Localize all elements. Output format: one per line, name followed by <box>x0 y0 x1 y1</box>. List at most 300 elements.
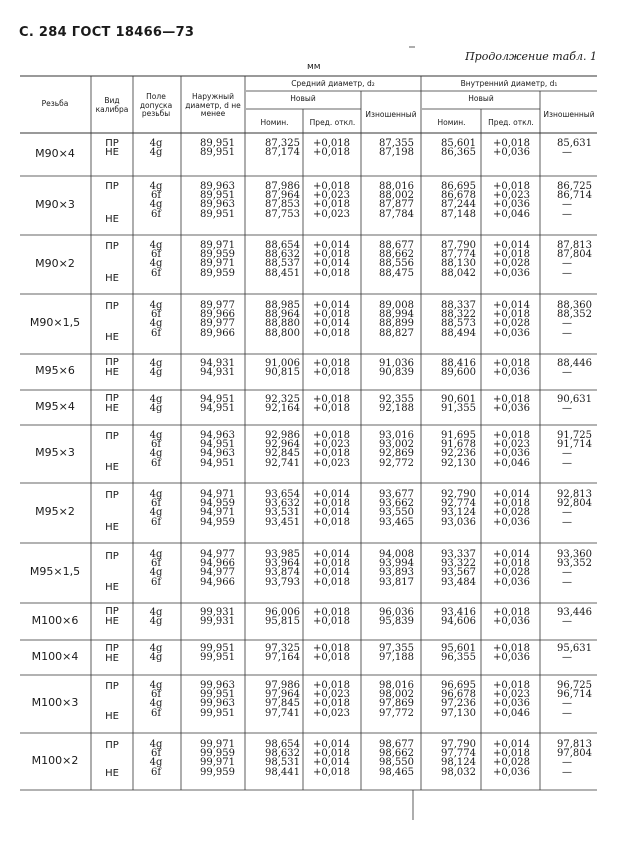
inner-nominal-cell: 91,355 <box>441 403 476 415</box>
inner-nominal-cell: 88,494 <box>441 327 476 339</box>
inner-deviation-cell: +0,018 <box>492 138 530 149</box>
inner-nominal-cell: 88,042 <box>441 267 476 279</box>
mean-worn-cell: 94,008 <box>379 549 414 560</box>
inner-deviation-cell: +0,014 <box>492 549 530 560</box>
mean-nominal-cell: 96,006 <box>265 607 300 618</box>
mean-nominal-cell: 92,741 <box>265 457 300 469</box>
inner-deviation-cell: +0,046 <box>492 707 530 719</box>
outer-diameter-cell: 89,971 <box>200 240 235 251</box>
inner-deviation-cell: +0,046 <box>492 457 530 469</box>
tolerance-cell: 4g <box>149 147 163 159</box>
inner-worn-cell: 97,804 <box>557 748 592 760</box>
gauge-type: ПР <box>105 301 119 312</box>
mean-worn-cell: 97,355 <box>379 643 414 654</box>
tolerance-cell: 6f <box>150 439 162 451</box>
mean-nominal-cell: 92,845 <box>265 448 300 460</box>
inner-deviation-cell: +0,018 <box>492 309 530 321</box>
mean-worn-cell: 88,475 <box>379 267 414 279</box>
inner-nominal-cell: 89,600 <box>441 367 476 379</box>
inner-worn-cell: — <box>562 403 572 415</box>
mean-nominal-cell: 93,874 <box>265 567 300 579</box>
mean-worn-cell: 98,677 <box>379 739 414 750</box>
gauge-type: НЕ <box>105 522 119 533</box>
inner-deviation-cell: +0,018 <box>492 607 530 618</box>
header-outer: Наружный диаметр, d не менее <box>185 92 241 118</box>
inner-worn-cell: 88,360 <box>557 300 592 311</box>
inner-nominal-cell: 86,678 <box>441 190 476 202</box>
tolerance-cell: 6f <box>150 457 162 469</box>
tolerance-cell: 6f <box>150 766 162 778</box>
tolerance-cell: 6f <box>150 249 162 261</box>
outer-diameter-cell: 99,951 <box>200 689 235 701</box>
mean-deviation-cell: +0,018 <box>312 748 350 760</box>
inner-nominal-cell: 87,244 <box>441 199 476 211</box>
mean-nominal-cell: 93,793 <box>265 576 300 588</box>
mean-worn-cell: 88,002 <box>379 190 414 202</box>
header-inner: Внутренний диаметр, d₁ <box>460 79 558 88</box>
mean-worn-cell: 88,899 <box>379 318 414 330</box>
inner-nominal-cell: 88,573 <box>441 318 476 330</box>
inner-deviation-cell: +0,036 <box>492 403 530 415</box>
mean-nominal-cell: 93,531 <box>265 507 300 519</box>
mean-worn-cell: 87,198 <box>379 147 414 159</box>
tolerance-cell: 4g <box>149 403 163 415</box>
mean-nominal-cell: 93,654 <box>265 489 300 500</box>
mean-worn-cell: 87,355 <box>379 138 414 149</box>
mean-nominal-cell: 97,164 <box>265 652 300 664</box>
tolerance-cell: 4g <box>149 607 163 618</box>
inner-nominal-cell: 97,130 <box>441 707 476 719</box>
gauge-type: ПР <box>105 643 119 654</box>
mean-nominal-cell: 87,986 <box>265 181 300 192</box>
gauge-type: НЕ <box>105 616 119 627</box>
inner-worn-cell: — <box>562 147 572 159</box>
mean-deviation-cell: +0,018 <box>312 643 350 654</box>
mean-nominal-cell: 98,654 <box>265 739 300 750</box>
inner-worn-cell: — <box>562 576 572 588</box>
inner-nominal-cell: 98,124 <box>441 757 476 769</box>
tolerance-cell: 6f <box>150 309 162 321</box>
inner-nominal-cell: 93,322 <box>441 558 476 570</box>
gauge-type: НЕ <box>105 273 119 284</box>
mean-nominal-cell: 87,753 <box>265 208 300 220</box>
inner-deviation-cell: +0,018 <box>492 748 530 760</box>
mean-nominal-cell: 92,986 <box>265 430 300 441</box>
mean-worn-cell: 91,036 <box>379 358 414 369</box>
mean-deviation-cell: +0,018 <box>312 680 350 691</box>
inner-nominal-cell: 88,337 <box>441 300 476 311</box>
mean-nominal-cell: 88,654 <box>265 240 300 251</box>
outer-diameter-cell: 99,959 <box>200 748 235 760</box>
inner-deviation-cell: +0,036 <box>492 199 530 211</box>
gauge-type: НЕ <box>105 768 119 779</box>
outer-diameter-cell: 94,931 <box>200 367 235 379</box>
inner-worn-cell: 91,725 <box>557 430 592 441</box>
header-inner-worn: Изношенный <box>543 110 595 119</box>
gauge-type: НЕ <box>105 147 119 158</box>
inner-deviation-cell: +0,036 <box>492 616 530 628</box>
tolerance-cell: 4g <box>149 489 163 500</box>
inner-deviation-cell: +0,036 <box>492 766 530 778</box>
inner-worn-cell: 88,446 <box>557 358 592 369</box>
mean-nominal-cell: 95,815 <box>265 616 300 628</box>
inner-worn-cell: 96,714 <box>557 689 592 701</box>
tolerance-cell: 4g <box>149 680 163 691</box>
mean-nominal-cell: 88,537 <box>265 258 300 270</box>
mean-worn-cell: 88,556 <box>379 258 414 270</box>
tolerance-cell: 4g <box>149 643 163 654</box>
gauge-type: ПР <box>105 681 119 692</box>
mean-deviation-cell: +0,018 <box>312 576 350 588</box>
mean-nominal-cell: 88,880 <box>265 318 300 330</box>
inner-worn-cell: — <box>562 757 572 769</box>
inner-worn-cell: — <box>562 766 572 778</box>
outer-diameter-cell: 89,971 <box>200 258 235 270</box>
mean-deviation-cell: +0,014 <box>312 300 350 311</box>
mean-deviation-cell: +0,018 <box>312 616 350 628</box>
outer-diameter-cell: 99,963 <box>200 698 235 710</box>
inner-deviation-cell: +0,014 <box>492 240 530 251</box>
outer-diameter-cell: 89,951 <box>200 208 235 220</box>
mean-nominal-cell: 98,441 <box>265 766 300 778</box>
inner-deviation-cell: +0,036 <box>492 267 530 279</box>
mean-nominal-cell: 93,985 <box>265 549 300 560</box>
inner-nominal-cell: 85,601 <box>441 138 476 149</box>
inner-worn-cell: 95,631 <box>557 643 592 654</box>
table-continuation-label: Продолжение табл. 1 <box>465 50 597 63</box>
header-mean-nom: Номин. <box>260 118 289 127</box>
gauge-type: ПР <box>105 138 119 149</box>
inner-deviation-cell: +0,018 <box>492 358 530 369</box>
inner-deviation-cell: +0,018 <box>492 430 530 441</box>
gauge-type: НЕ <box>105 367 119 378</box>
gauge-type: НЕ <box>105 214 119 225</box>
tolerance-cell: 6f <box>150 707 162 719</box>
mean-deviation-cell: +0,018 <box>312 558 350 570</box>
inner-nominal-cell: 93,036 <box>441 516 476 528</box>
mean-nominal-cell: 98,632 <box>265 748 300 760</box>
inner-worn-cell: — <box>562 616 572 628</box>
mean-deviation-cell: +0,018 <box>312 766 350 778</box>
inner-worn-cell: — <box>562 707 572 719</box>
inner-worn-cell: 90,631 <box>557 394 592 405</box>
header-mean-new: Новый <box>290 94 316 103</box>
mean-deviation-cell: +0,018 <box>312 181 350 192</box>
mean-worn-cell: 87,784 <box>379 208 414 220</box>
page-header: С. 284 ГОСТ 18466—73 <box>19 25 195 40</box>
outer-diameter-cell: 99,963 <box>200 680 235 691</box>
thread-designation: M90×3 <box>35 197 75 211</box>
mean-deviation-cell: +0,023 <box>312 689 350 701</box>
outer-diameter-cell: 94,959 <box>200 498 235 510</box>
outer-diameter-cell: 89,951 <box>200 190 235 202</box>
inner-worn-cell: — <box>562 258 572 270</box>
inner-nominal-cell: 92,236 <box>441 448 476 460</box>
outer-diameter-cell: 94,931 <box>200 358 235 369</box>
tolerance-cell: 4g <box>149 616 163 628</box>
inner-nominal-cell: 96,355 <box>441 652 476 664</box>
tolerance-cell: 4g <box>149 567 163 579</box>
inner-nominal-cell: 94,606 <box>441 616 476 628</box>
tolerance-cell: 6f <box>150 516 162 528</box>
mean-deviation-cell: +0,014 <box>312 739 350 750</box>
inner-deviation-cell: +0,023 <box>492 439 530 451</box>
tolerance-cell: 4g <box>149 739 163 750</box>
inner-nominal-cell: 93,484 <box>441 576 476 588</box>
outer-diameter-cell: 94,971 <box>200 507 235 519</box>
inner-deviation-cell: +0,028 <box>492 507 530 519</box>
mean-deviation-cell: +0,023 <box>312 457 350 469</box>
mean-worn-cell: 98,002 <box>379 689 414 701</box>
inner-nominal-cell: 97,790 <box>441 739 476 750</box>
header-inner-nom: Номин. <box>437 118 466 127</box>
inner-worn-cell: — <box>562 267 572 279</box>
tolerance-cell: 4g <box>149 507 163 519</box>
mean-nominal-cell: 97,741 <box>265 707 300 719</box>
inner-nominal-cell: 92,130 <box>441 457 476 469</box>
mean-worn-cell: 97,188 <box>379 652 414 664</box>
inner-worn-cell: — <box>562 507 572 519</box>
mean-worn-cell: 98,550 <box>379 757 414 769</box>
tolerance-cell: 4g <box>149 181 163 192</box>
mean-deviation-cell: +0,023 <box>312 439 350 451</box>
tolerance-cell: 6f <box>150 576 162 588</box>
mean-worn-cell: 93,893 <box>379 567 414 579</box>
inner-worn-cell: 85,631 <box>557 138 592 149</box>
inner-nominal-cell: 88,322 <box>441 309 476 321</box>
thread-designation: M95×2 <box>35 505 75 518</box>
mean-deviation-cell: +0,018 <box>312 358 350 369</box>
gauge-type: НЕ <box>105 403 119 414</box>
inner-nominal-cell: 90,601 <box>441 394 476 405</box>
mean-worn-cell: 92,188 <box>379 403 414 415</box>
mean-deviation-cell: +0,018 <box>312 394 350 405</box>
mean-deviation-cell: +0,018 <box>312 516 350 528</box>
outer-diameter-cell: 94,977 <box>200 549 235 560</box>
inner-worn-cell: 93,352 <box>557 558 592 570</box>
tolerance-cell: 4g <box>149 448 163 460</box>
outer-diameter-cell: 89,951 <box>200 138 235 149</box>
mean-worn-cell: 88,662 <box>379 249 414 261</box>
mean-worn-cell: 93,817 <box>379 576 414 588</box>
mean-nominal-cell: 93,964 <box>265 558 300 570</box>
outer-diameter-cell: 94,963 <box>200 448 235 460</box>
inner-deviation-cell: +0,014 <box>492 489 530 500</box>
tolerance-cell: 4g <box>149 652 163 664</box>
inner-deviation-cell: +0,036 <box>492 576 530 588</box>
inner-worn-cell: 86,714 <box>557 190 592 202</box>
tolerance-cell: 4g <box>149 240 163 251</box>
thread-designation: M90×2 <box>35 256 75 270</box>
mean-deviation-cell: +0,018 <box>312 138 350 149</box>
inner-deviation-cell: +0,036 <box>492 367 530 379</box>
inner-deviation-cell: +0,018 <box>492 498 530 510</box>
mean-deviation-cell: +0,018 <box>312 652 350 664</box>
mean-deviation-cell: +0,023 <box>312 707 350 719</box>
inner-nominal-cell: 87,774 <box>441 249 476 261</box>
tolerance-cell: 4g <box>149 138 163 149</box>
mean-worn-cell: 98,662 <box>379 748 414 760</box>
header-gauge: Вид калибра <box>95 96 129 114</box>
mean-worn-cell: 93,550 <box>379 507 414 519</box>
outer-diameter-cell: 94,966 <box>200 558 235 570</box>
inner-nominal-cell: 92,774 <box>441 498 476 510</box>
inner-deviation-cell: +0,018 <box>492 680 530 691</box>
outer-diameter-cell: 94,963 <box>200 430 235 441</box>
inner-nominal-cell: 97,236 <box>441 698 476 710</box>
inner-nominal-cell: 93,337 <box>441 549 476 560</box>
mean-worn-cell: 95,839 <box>379 616 414 628</box>
inner-deviation-cell: +0,036 <box>492 327 530 339</box>
outer-diameter-cell: 89,951 <box>200 147 235 159</box>
tolerance-cell: 4g <box>149 549 163 560</box>
mean-worn-cell: 97,869 <box>379 698 414 710</box>
mean-worn-cell: 92,772 <box>379 457 414 469</box>
mean-worn-cell: 92,355 <box>379 394 414 405</box>
inner-deviation-cell: +0,028 <box>492 318 530 330</box>
inner-worn-cell: — <box>562 199 572 211</box>
tolerance-cell: 4g <box>149 394 163 405</box>
gauge-type: ПР <box>105 551 119 562</box>
inner-worn-cell: 96,725 <box>557 680 592 691</box>
outer-diameter-cell: 89,963 <box>200 181 235 192</box>
mean-deviation-cell: +0,018 <box>312 147 350 159</box>
inner-worn-cell: — <box>562 208 572 220</box>
mean-worn-cell: 93,465 <box>379 516 414 528</box>
mean-nominal-cell: 88,800 <box>265 327 300 339</box>
mean-nominal-cell: 88,964 <box>265 309 300 321</box>
inner-worn-cell: 92,813 <box>557 489 592 500</box>
mean-worn-cell: 92,869 <box>379 448 414 460</box>
mean-nominal-cell: 87,325 <box>265 138 300 149</box>
outer-diameter-cell: 94,951 <box>200 394 235 405</box>
gauge-type: НЕ <box>105 462 119 473</box>
mean-deviation-cell: +0,014 <box>312 489 350 500</box>
gauge-type: НЕ <box>105 711 119 722</box>
mean-worn-cell: 93,662 <box>379 498 414 510</box>
outer-diameter-cell: 94,951 <box>200 403 235 415</box>
mean-worn-cell: 87,877 <box>379 199 414 211</box>
mean-worn-cell: 89,008 <box>379 300 414 311</box>
tolerance-cell: 6f <box>150 748 162 760</box>
outer-diameter-cell: 89,959 <box>200 249 235 261</box>
inner-worn-cell: 92,804 <box>557 498 592 510</box>
gauge-type: НЕ <box>105 332 119 343</box>
mean-deviation-cell: +0,014 <box>312 258 350 270</box>
gauge-type: ПР <box>105 357 119 368</box>
outer-diameter-cell: 89,966 <box>200 327 235 339</box>
mean-deviation-cell: +0,018 <box>312 448 350 460</box>
inner-worn-cell: 88,352 <box>557 309 592 321</box>
gauge-type: ПР <box>105 740 119 751</box>
inner-worn-cell: — <box>562 652 572 664</box>
inner-deviation-cell: +0,018 <box>492 394 530 405</box>
inner-deviation-cell: +0,036 <box>492 652 530 664</box>
inner-deviation-cell: +0,036 <box>492 448 530 460</box>
mean-deviation-cell: +0,014 <box>312 318 350 330</box>
gauge-type: ПР <box>105 393 119 404</box>
inner-nominal-cell: 98,032 <box>441 766 476 778</box>
mean-worn-cell: 97,772 <box>379 707 414 719</box>
thread-designation: M95×6 <box>35 364 75 377</box>
outer-diameter-cell: 99,959 <box>200 766 235 778</box>
mean-nominal-cell: 88,985 <box>265 300 300 311</box>
header-inner-new: Новый <box>468 94 494 103</box>
tolerance-cell: 4g <box>149 300 163 311</box>
inner-worn-cell: 91,714 <box>557 439 592 451</box>
inner-worn-cell: — <box>562 448 572 460</box>
tolerance-cell: 4g <box>149 757 163 769</box>
mean-nominal-cell: 88,451 <box>265 267 300 279</box>
inner-deviation-cell: +0,028 <box>492 567 530 579</box>
mean-worn-cell: 93,016 <box>379 430 414 441</box>
tolerance-cell: 4g <box>149 367 163 379</box>
outer-diameter-cell: 94,951 <box>200 439 235 451</box>
inner-deviation-cell: +0,028 <box>492 258 530 270</box>
outer-diameter-cell: 89,963 <box>200 199 235 211</box>
outer-diameter-cell: 89,966 <box>200 309 235 321</box>
outer-diameter-cell: 99,931 <box>200 607 235 618</box>
header-thread: Резьба <box>41 99 69 108</box>
mean-worn-cell: 88,994 <box>379 309 414 321</box>
thread-designation: M95×1,5 <box>29 565 81 578</box>
inner-nominal-cell: 93,416 <box>441 607 476 618</box>
tolerance-cell: 4g <box>149 318 163 330</box>
inner-worn-cell: 93,360 <box>557 549 592 560</box>
inner-nominal-cell: 86,695 <box>441 181 476 192</box>
thread-designation: M90×4 <box>35 146 75 160</box>
outer-diameter-cell: 94,977 <box>200 567 235 579</box>
outer-diameter-cell: 99,951 <box>200 652 235 664</box>
outer-diameter-cell: 94,971 <box>200 489 235 500</box>
mean-deviation-cell: +0,018 <box>312 309 350 321</box>
mean-deviation-cell: +0,018 <box>312 430 350 441</box>
mean-deviation-cell: +0,018 <box>312 367 350 379</box>
inner-nominal-cell: 93,124 <box>441 507 476 519</box>
inner-nominal-cell: 92,790 <box>441 489 476 500</box>
outer-diameter-cell: 94,951 <box>200 457 235 469</box>
mean-nominal-cell: 93,632 <box>265 498 300 510</box>
outer-diameter-cell: 99,951 <box>200 707 235 719</box>
mean-deviation-cell: +0,014 <box>312 240 350 251</box>
inner-nominal-cell: 91,695 <box>441 430 476 441</box>
thread-designation: M95×3 <box>35 446 75 459</box>
mean-nominal-cell: 92,164 <box>265 403 300 415</box>
inner-nominal-cell: 86,365 <box>441 147 476 159</box>
gauge-type: ПР <box>105 490 119 501</box>
mean-worn-cell: 88,016 <box>379 181 414 192</box>
mean-deviation-cell: +0,018 <box>312 327 350 339</box>
mean-worn-cell: 93,677 <box>379 489 414 500</box>
gauge-type: ПР <box>105 606 119 617</box>
outer-diameter-cell: 89,977 <box>200 300 235 311</box>
mean-deviation-cell: +0,018 <box>312 498 350 510</box>
outer-diameter-cell: 89,977 <box>200 318 235 330</box>
mean-nominal-cell: 88,632 <box>265 249 300 261</box>
thread-designation: M95×4 <box>35 399 75 413</box>
inner-worn-cell: — <box>562 318 572 330</box>
mean-worn-cell: 93,002 <box>379 439 414 451</box>
mean-nominal-cell: 92,964 <box>265 439 300 451</box>
inner-deviation-cell: +0,023 <box>492 190 530 202</box>
outer-diameter-cell: 94,959 <box>200 516 235 528</box>
mean-nominal-cell: 87,853 <box>265 199 300 211</box>
inner-deviation-cell: +0,018 <box>492 181 530 192</box>
inner-deviation-cell: +0,036 <box>492 147 530 159</box>
gauge-type: ПР <box>105 431 119 442</box>
inner-nominal-cell: 88,130 <box>441 258 476 270</box>
header-mean-dev: Пред. откл. <box>309 118 356 127</box>
